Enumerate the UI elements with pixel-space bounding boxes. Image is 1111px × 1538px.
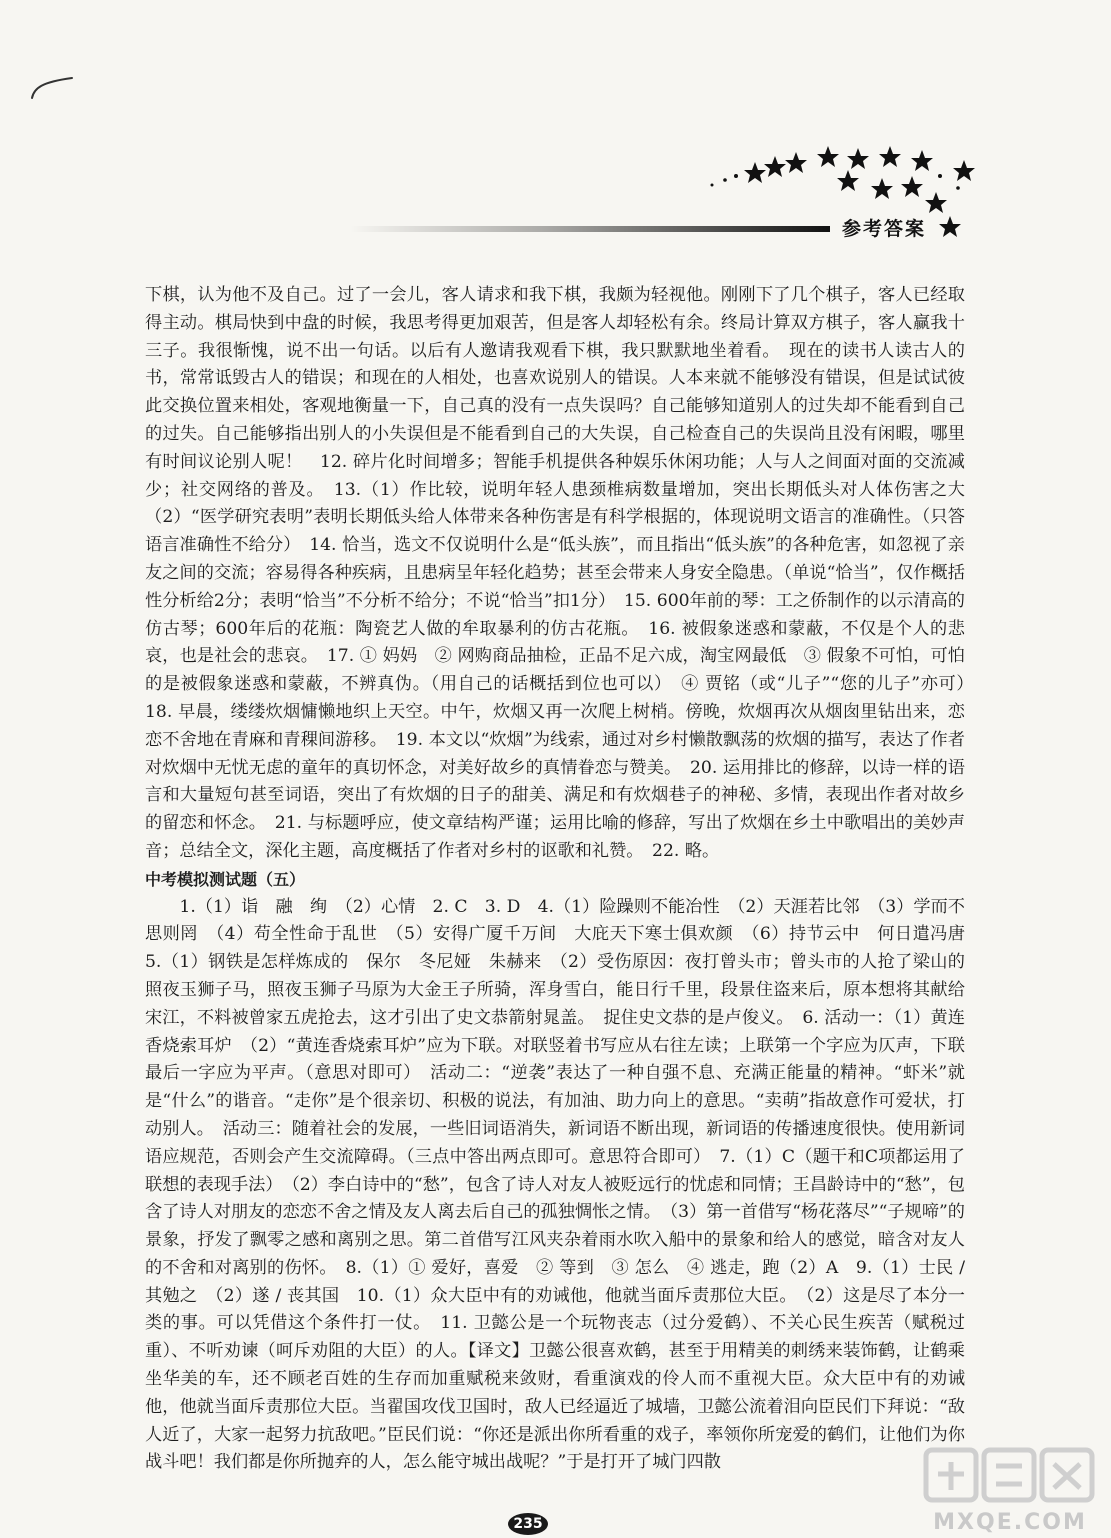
header-rule xyxy=(350,226,830,232)
answer-content xyxy=(145,282,983,1477)
watermark-text: MXQE.COM xyxy=(933,1510,1087,1535)
page-number: 235 xyxy=(508,1513,548,1535)
corner-pen-mark xyxy=(28,72,78,102)
answer-paragraph: 1.（1）诣 融 绚 （2）心情 2. C 3. D 4.（1）险躁则不能冶性 （2）天涯若比邻 （3）学而不思则罔 （4）苟全性命于乱世 （5）安得广厦千万间 大庇天下寒士俱欢颜 （6）持节云中 何日遣冯唐 5.（1）钢铁是怎样炼成的 保尔 冬尼娅 朱赫来 （2）受伤原因：夜打曾头市；曾头市的人抢了梁山的照夜玉狮子马，照夜玉狮子马原为大金王子所骑，浑身雪白，能日行千里，段景住盗来后，原本想将其献给宋江，不料被曾家五虎抢去，这才引出了史文恭箭射晁盖。 捉住史文恭的是卢俊义。 6. 活动一：（1）黄连香烧索耳炉 （2）“黄连香烧索耳炉”应为下联。对联竖着书写应从右往左读；上联第一个字应为仄声，下联最后一字应为平声。（意思对即可） 活动二：“逆袭”表达了一种自强不息、充满正能量的精神。“虾米”就是“什么”的谐音。“走你”是个很亲切、积极的说法，有加油、助力向上的意思。“卖萌”指故意作可爱状，打动别人。 活动三：随着社会的发展，一些旧词语消失，新词语不断出现，新词语的传播速度很快。使用新词语应规范，否则会产生交流障碍。（三点中答出两点即可。意思符合即可） 7.（1）C（题干和C项都运用了联想的表现手法） （2）李白诗中的“愁”，包含了诗人对友人被贬远行的忧虑和同情；王昌龄诗中的“愁”，包含了诗人对朋友的恋恋不舍之情及友人离去后自己的孤独惆怅之情。 （3）第一首借写“杨花落尽”“子规啼”的景象，抒发了飘零之感和离别之思。第二首借写江风夹杂着雨水吹入船中的景象和给人的感觉，暗含对友人的不舍和对离别的伤怀。 8.（1）① 爱好，喜爱 ② 等到 ③ 怎么 ④ 逃走，跑（2）A 9.（1）士民 / 其勉之 （2）遂 / 丧其国 10.（1）众大臣中有的劝诫他，他就当面斥责那位大臣。 （2）这是尽了本分一类的事。可以凭借这个条件打一仗。 11. 卫懿公是一个玩物丧志（过分爱鹤）、不关心民生疾苦（赋税过重）、不听劝谏（呵斥劝阻的大臣）的人。【译文】卫懿公很喜欢鹤，甚至于用精美的刺绣来装饰鹤，让鹤乘坐华美的车，还不顾老百姓的生存而加重赋税来敛财，看重演戏的伶人而不重视大臣。众大臣中有的劝诫他，他就当面斥责那位大臣。当翟国攻伐卫国时，敌人已经逼近了城墙，卫懿公流着泪向臣民们下拜说：“敌人近了，大家一起努力抗敌吧。”臣民们说：“你还是派出你所看重的戏子，率领你所宠爱的鹤们，让他们为你战斗吧！我们都是你所抛弃的人，怎么能守城出战呢？”于是打开了城门四散 xyxy=(145,896,983,1473)
section-title: 中考模拟测试题（五） xyxy=(145,869,306,889)
answer-paragraph: 下棋，认为他不及自己。过了一会儿，客人请求和我下棋，我颇为轻视他。刚刚下了几个棋子，客人已经取得主动。棋局快到中盘的时候，我思考得更加艰苦，但是客人却轻松有余。终局计算双方棋子，客人赢我十三子。我很惭愧，说不出一句话。以后有人邀请我观看下棋，我只默默地坐着看。 现在的读书人读古人的书，常常诋毁古人的错误；和现在的人相处，也喜欢说别人的错误。人本来就不能够没有错误，但是试试彼此交换位置来相处，客观地衡量一下，自己真的没有一点失误吗？自己能够知道别人的过失却不能看到自己的过失。自己能够指出别人的小失误但是不能看到自己的大失误，自己检查自己的失误尚且没有闲暇，哪里有时间议论别人呢！ 12. 碎片化时间增多；智能手机提供各种娱乐休闲功能；人与人之间面对面的交流减少；社交网络的普及。 13.（1）作比较，说明年轻人患颈椎病数量增加，突出长期低头对人体伤害之大 （2）“医学研究表明”表明长期低头给人体带来各种伤害是有科学根据的，体现说明文语言的准确性。（只答语言准确性不给分） 14. 恰当，选文不仅说明什么是“低头族”，而且指出“低头族”的各种危害，如忽视了亲友之间的交流；容易得各种疾病，且患病呈年轻化趋势；甚至会带来人身安全隐患。（单说“恰当”，仅作概括性分析给2分；表明“恰当”不分析不给分；不说“恰当”扣1分） 15. 600年前的琴：工之侨制作的以示清高的仿古琴；600年后的花瓶：陶瓷艺人做的牟取暴利的仿古花瓶。 16. 被假象迷惑和蒙蔽，不仅是个人的悲哀，也是社会的悲哀。 17. ① 妈妈 ② 网购商品抽检，正品不足六成，淘宝网最低 ③ 假象不可怕，可怕的是被假象迷惑和蒙蔽，不辨真伪。（用自己的话概括到位也可以） ④ 贾铭（或“儿子”“您的儿子”亦可） 18. 早晨，缕缕炊烟慵懒地织上天空。中午，炊烟又再一次爬上树梢。傍晚，炊烟再次从烟囱里钻出来，恋恋不舍地在青麻和青稞间游移。 19. 本文以“炊烟”为线索，通过对乡村懒散飘荡的炊烟的描写，表达了作者对炊烟中无忧无虑的童年的真切怀念，对美好故乡的真情眷恋与赞美。 20. 运用排比的修辞，以诗一样的语言和大量短句甚至词语，突出了有炊烟的日子的甜美、满足和有炊烟巷子的神秘、多情，表现出作者对故乡的留恋和怀念。 21. 与标题呼应，使文章结构严谨；运用比喻的修辞，写出了炊烟在乡土中歌唱出的美妙声音；总结全文，深化主题，高度概括了作者对乡村的讴歌和礼赞。 22. 略。 xyxy=(145,285,983,861)
header-title: 参考答案 xyxy=(842,218,927,240)
